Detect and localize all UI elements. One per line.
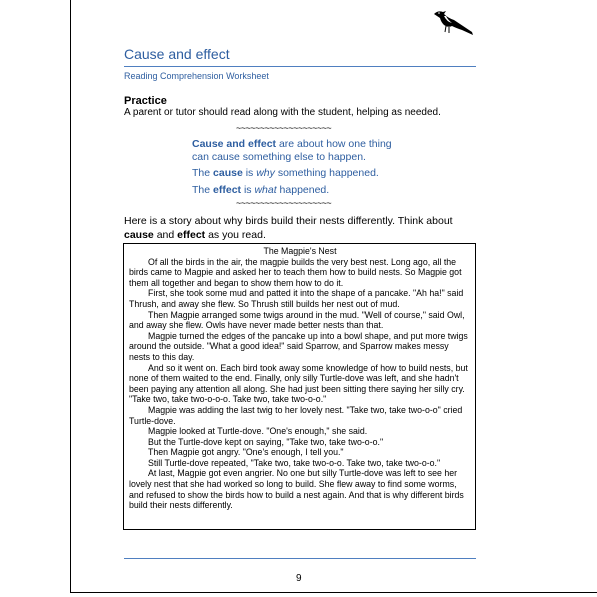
- practice-heading: Practice: [124, 95, 167, 107]
- page-title: Cause and effect: [124, 46, 230, 62]
- story-paragraph: At last, Magpie got even angrier. No one but silly Turtle-dove was left to see her lovely nest that she had worked so long to build. She flew away to find some worms, and refused to show the birds how to build a nest again. And that is why different birds build their nests differently.: [129, 468, 464, 511]
- definition-emphasis: why: [256, 167, 275, 179]
- tilde-divider-top: ~~~~~~~~~~~~~~~~~~~~: [236, 123, 332, 133]
- story-title: The Magpie's Nest: [263, 246, 337, 256]
- story-paragraph: But the Turtle-dove kept on saying, "Take two, take two-o-o.": [148, 436, 384, 447]
- story-paragraph: Magpie was adding the last twig to her lovely nest. "Take two, take two-o-o" cried Turtle-dove.: [129, 404, 463, 426]
- practice-instructions: A parent or tutor should read along with the student, helping as needed.: [124, 107, 441, 118]
- definition-emphasis: what: [254, 184, 277, 196]
- intro-text: Here is a story about why birds build their nests differently. Think about: [124, 215, 453, 227]
- definition-text: The: [192, 184, 214, 196]
- definition-cause: [192, 167, 379, 180]
- magpie-bird-icon: [432, 6, 476, 40]
- page-subtitle: Reading Comprehension Worksheet: [124, 71, 269, 81]
- story-paragraph: And so it went on. Each bird took away some knowledge of how to build nests, but none of them waited to the end. Finally, only silly Turtle-dove was left, and she hadn't been paying any attention all along. She had just been sitting there saying her silly cry. "Take two, take two-o-o-o. Take two, take two-o-o.": [129, 362, 468, 405]
- story-paragraph: Still Turtle-dove repeated, "Take two, take two-o-o. Take two, take two-o-o.": [148, 457, 441, 468]
- definition-text: happened.: [276, 184, 330, 196]
- definition-text-continued: can cause something else to happen.: [192, 151, 366, 163]
- definition-text: is: [242, 167, 257, 179]
- definition-term: cause: [213, 167, 243, 179]
- definition-text: is: [241, 184, 255, 196]
- story-paragraph: Magpie looked at Turtle-dove. "One's enough," she said.: [148, 426, 368, 437]
- definition-text: The: [192, 167, 214, 179]
- story-paragraph: Then Magpie arranged some twigs around in the mud. "Well of course," said Owl, and away she flew. Owls have never made better nests than that.: [129, 309, 465, 331]
- story-intro: [124, 214, 464, 242]
- intro-text: and: [153, 229, 178, 241]
- intro-text: as you read.: [205, 229, 266, 241]
- definition-term: Cause and effect: [192, 138, 277, 150]
- header-divider: [124, 66, 476, 67]
- definition-cause-and-effect: [192, 138, 392, 164]
- story-box: [123, 243, 476, 530]
- definition-text: something happened.: [274, 167, 379, 179]
- footer-divider: [124, 558, 476, 559]
- definition-term: effect: [213, 184, 242, 196]
- story-paragraph: First, she took some mud and patted it into the shape of a pancake. "Ah ha!" said Thrush, and away she flew. So Thrush still builds her nest out of mud.: [129, 288, 464, 309]
- tilde-divider-bottom: ~~~~~~~~~~~~~~~~~~~~: [236, 198, 332, 208]
- story-paragraph: Magpie turned the edges of the pancake up into a bowl shape, and put more twigs around the outside. "What a good idea!" said Sparrow, and Sparrow makes messy nests to this day.: [129, 330, 468, 362]
- intro-emphasis-cause: cause: [124, 229, 154, 241]
- story-paragraph: Of all the birds in the air, the magpie builds the very best nest. Long ago, all the birds came to Magpie and asked her to teach them how to build nests. So Magpie got them all together and began to show them how to do it.: [129, 256, 462, 288]
- definition-effect: [192, 184, 329, 197]
- intro-emphasis-effect: effect: [177, 229, 206, 241]
- story-paragraph: Then Magpie got angry. "One's enough, I tell you.": [148, 447, 344, 458]
- definition-text: are about how one thing: [276, 138, 392, 150]
- page-number: 9: [296, 573, 302, 584]
